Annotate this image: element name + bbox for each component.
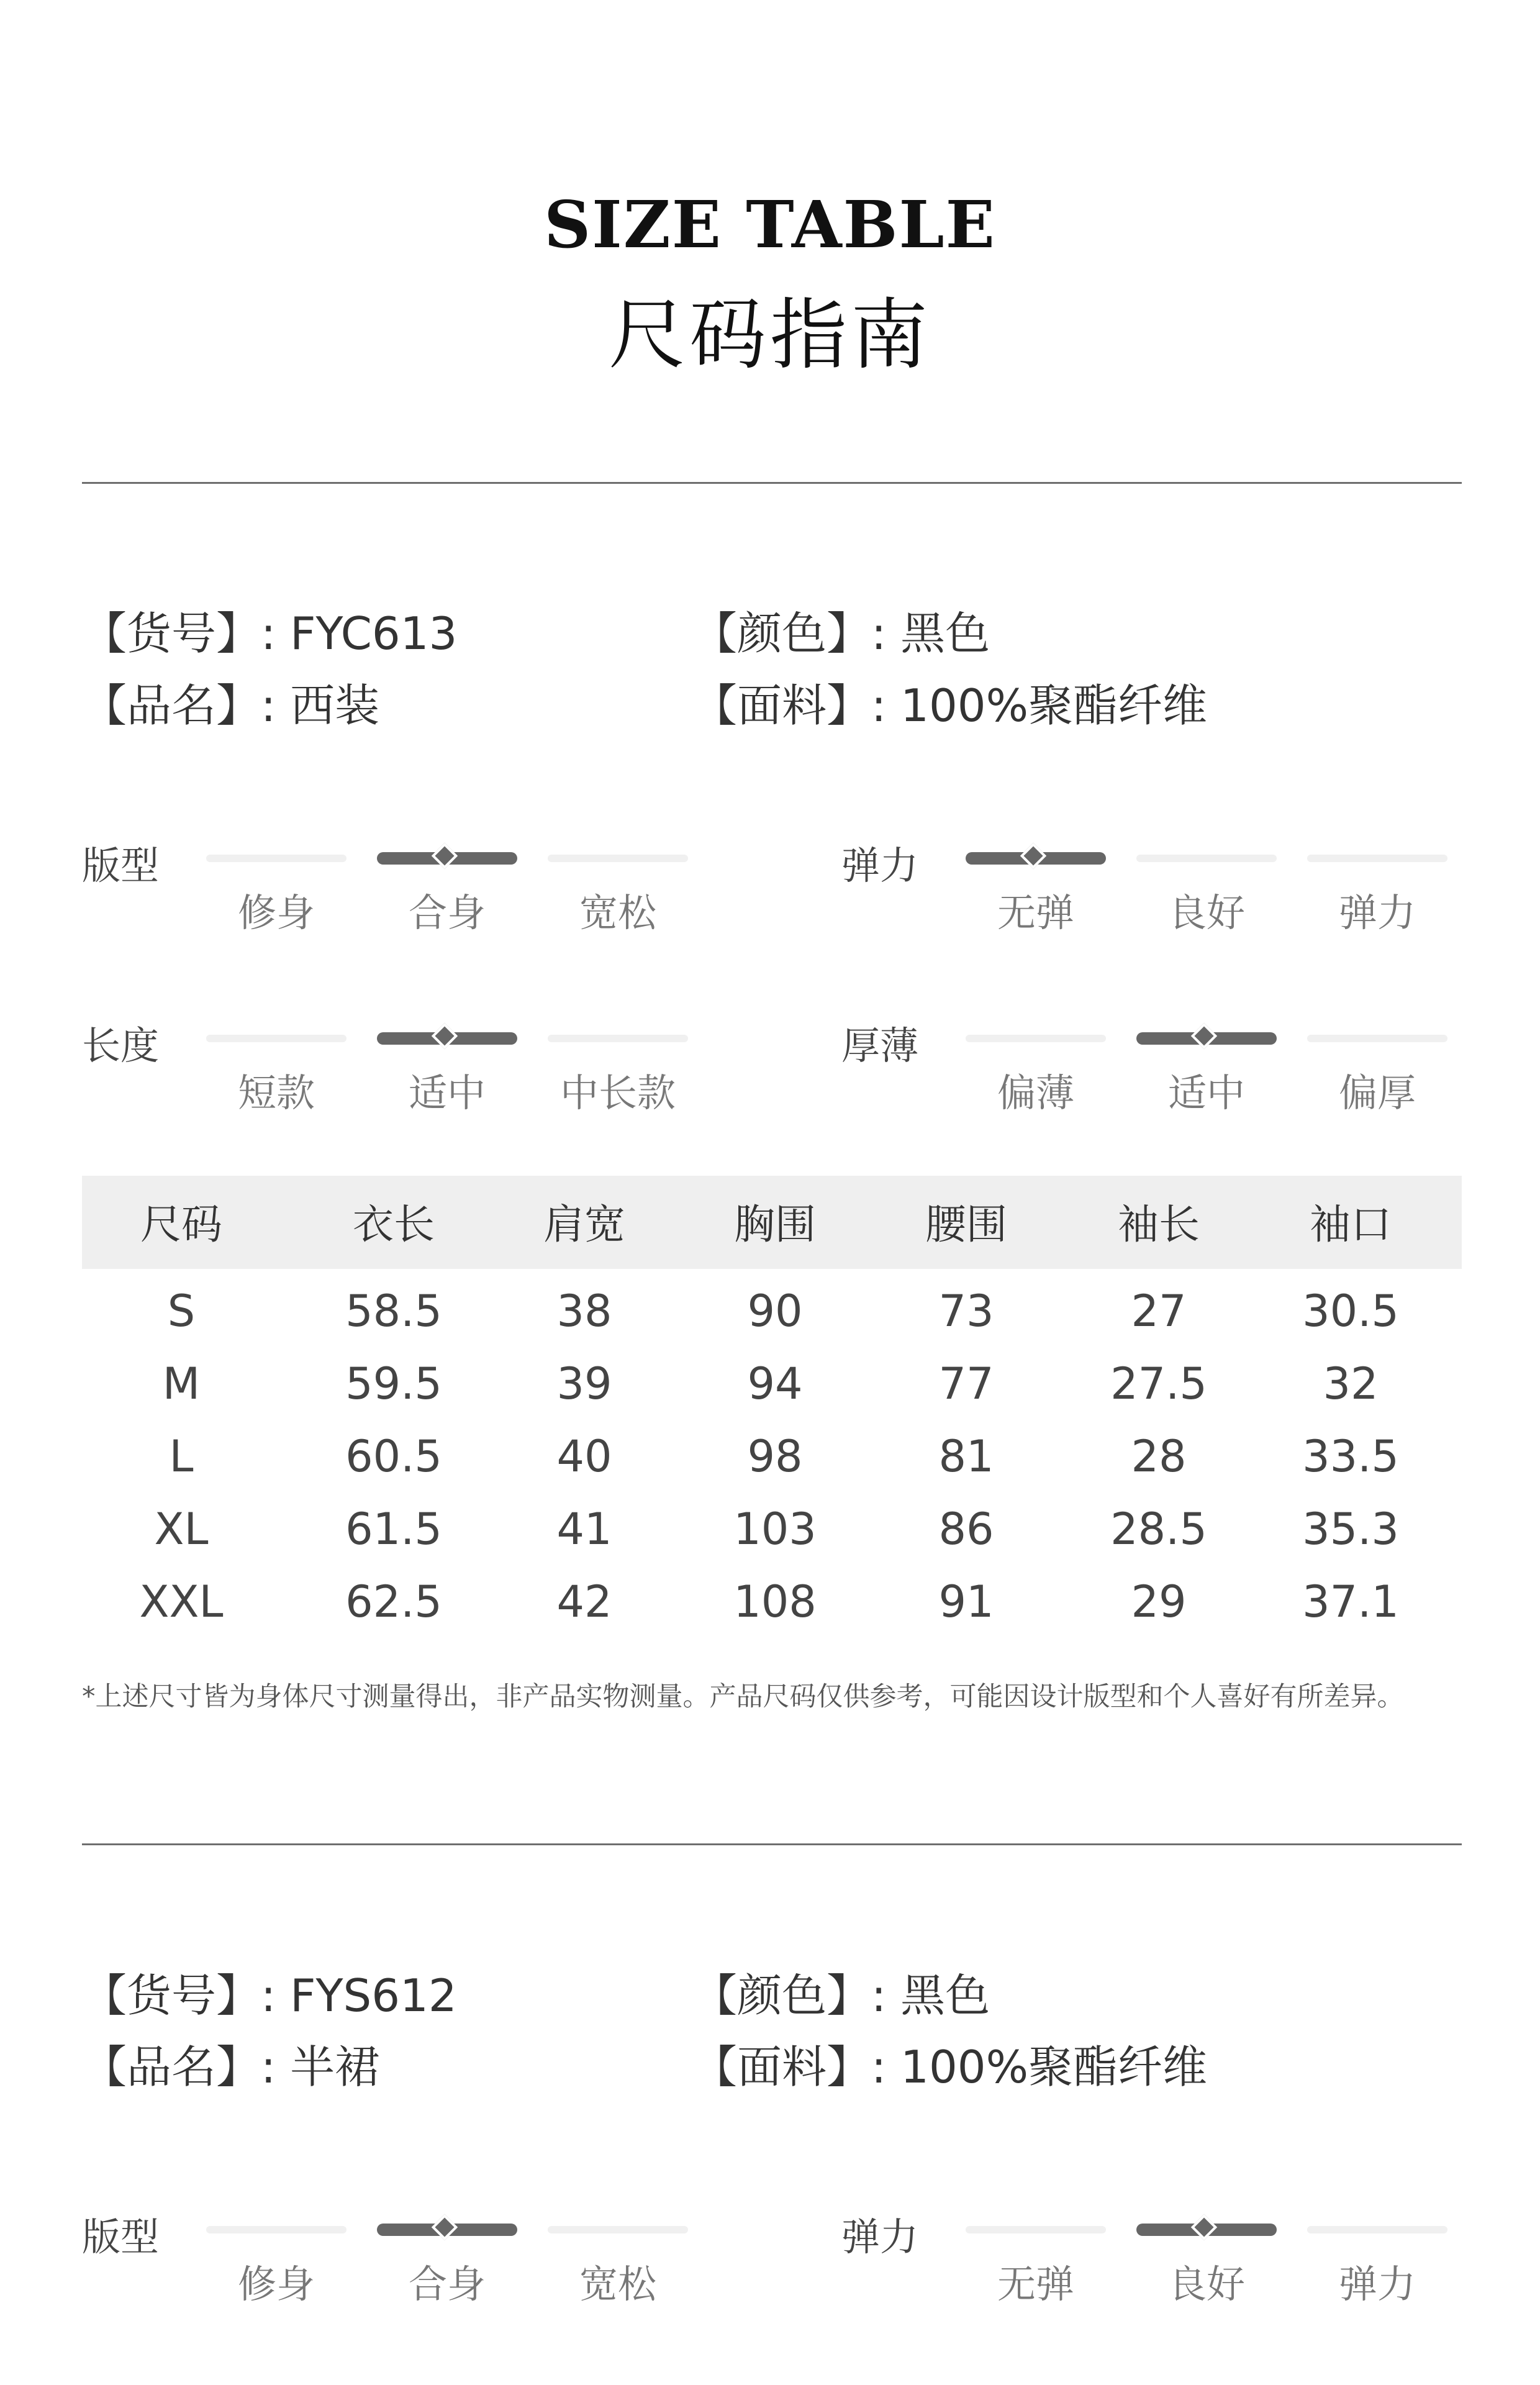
table-cell: 32: [1323, 1358, 1379, 1409]
table-cell: 33.5: [1302, 1431, 1399, 1482]
selected-marker-icon: [432, 843, 458, 869]
table-cell: 29: [1131, 1576, 1187, 1627]
p1-scale-option-3-1: 适中: [1167, 1070, 1245, 1115]
table-header-cell: 腰围: [925, 1201, 1007, 1248]
table-row-size: XXL: [139, 1576, 224, 1627]
size-disclaimer: *上述尺寸皆为身体尺寸测量得出，非产品实物测量。产品尺码仅供参考，可能因设计版型和个人喜好有所差异。: [82, 1681, 1404, 1712]
table-header-cell: 尺码: [140, 1201, 222, 1248]
table-cell: 81: [938, 1431, 994, 1482]
p1-scale-label-1: 弹力: [841, 843, 919, 888]
p1-scale-track-0-0: [206, 855, 346, 862]
p1-scale-track-2-1-selected: [377, 1032, 517, 1045]
table-cell: 90: [747, 1286, 803, 1337]
table-cell: 59.5: [345, 1358, 442, 1409]
p2-scale-track-0-0: [206, 2226, 346, 2233]
p1-scale-option-3-2: 偏厚: [1338, 1070, 1416, 1115]
selected-marker-icon: [1191, 1023, 1217, 1049]
table-header-cell: 袖口: [1310, 1201, 1392, 1248]
table-cell: 37.1: [1302, 1576, 1399, 1627]
table-cell: 103: [733, 1504, 817, 1555]
table-cell: 58.5: [345, 1286, 442, 1337]
p2-fabric: 【面料】: 100%聚酯纤维: [692, 2041, 1207, 2093]
p1-scale-label-2: 长度: [82, 1023, 160, 1068]
p2-scale-label-1: 弹力: [841, 2214, 919, 2260]
p2-scale-option-0-0: 修身: [237, 2261, 315, 2307]
page-title-cn: 尺码指南: [608, 291, 931, 380]
p1-color: 【颜色】: 黑色: [692, 607, 990, 660]
table-cell: 30.5: [1302, 1286, 1399, 1337]
table-cell: 62.5: [345, 1576, 442, 1627]
selected-marker-icon: [432, 1023, 458, 1049]
p1-scale-track-3-0: [966, 1035, 1106, 1042]
selected-marker-icon: [432, 2214, 458, 2240]
p1-scale-label-3: 厚薄: [841, 1023, 919, 1068]
p1-scale-track-3-1-selected: [1136, 1032, 1277, 1045]
p1-scale-option-2-1: 适中: [408, 1070, 486, 1115]
table-cell: 27.5: [1110, 1358, 1207, 1409]
p2-color: 【颜色】: 黑色: [692, 1969, 990, 2022]
table-cell: 73: [938, 1286, 994, 1337]
p2-scale-option-0-1: 合身: [408, 2261, 486, 2307]
p2-scale-option-1-0: 无弹: [997, 2261, 1074, 2307]
page-title-en: SIZE TABLE: [544, 186, 996, 263]
p1-scale-option-1-0: 无弹: [997, 890, 1074, 935]
p2-scale-option-1-2: 弹力: [1338, 2261, 1416, 2307]
p1-scale-track-0-2: [548, 855, 688, 862]
table-cell: 94: [747, 1358, 803, 1409]
table-cell: 91: [938, 1576, 994, 1627]
table-cell: 61.5: [345, 1504, 442, 1555]
divider-middle: [82, 1843, 1462, 1845]
table-cell: 38: [556, 1286, 612, 1337]
p2-scale-track-0-2: [548, 2226, 688, 2233]
table-cell: 60.5: [345, 1431, 442, 1482]
p1-item-no: 【货号】: FYC613: [82, 607, 458, 660]
p2-scale-option-0-2: 宽松: [579, 2261, 656, 2307]
p2-name: 【品名】: 半裙: [82, 2041, 380, 2093]
p1-scale-option-0-0: 修身: [237, 890, 315, 935]
p1-scale-track-3-2: [1307, 1035, 1447, 1042]
p1-name: 【品名】: 西装: [82, 679, 380, 732]
p2-scale-option-1-1: 良好: [1167, 2261, 1245, 2307]
table-header-cell: 肩宽: [543, 1201, 625, 1248]
table-cell: 28.5: [1110, 1504, 1207, 1555]
p1-scale-track-1-0-selected: [966, 852, 1106, 865]
table-header-cell: 袖长: [1118, 1201, 1200, 1248]
divider-top: [82, 482, 1462, 484]
table-cell: 28: [1131, 1431, 1187, 1482]
p1-scale-option-2-2: 中长款: [559, 1070, 676, 1115]
table-cell: 40: [556, 1431, 612, 1482]
table-cell: 86: [938, 1504, 994, 1555]
p1-scale-track-1-2: [1307, 855, 1447, 862]
p1-scale-option-0-2: 宽松: [579, 890, 656, 935]
table-cell: 98: [747, 1431, 803, 1482]
p1-scale-option-2-0: 短款: [237, 1070, 315, 1115]
p2-scale-track-1-1-selected: [1136, 2224, 1277, 2236]
table-row-size: XL: [154, 1504, 209, 1555]
p1-scale-track-0-1-selected: [377, 852, 517, 865]
p2-scale-track-0-1-selected: [377, 2224, 517, 2236]
p1-scale-option-1-1: 良好: [1167, 890, 1245, 935]
p1-scale-track-2-2: [548, 1035, 688, 1042]
p2-scale-track-1-0: [966, 2226, 1106, 2233]
table-header-cell: 胸围: [734, 1201, 816, 1248]
p1-scale-label-0: 版型: [82, 843, 160, 888]
table-row-size: S: [167, 1286, 196, 1337]
p1-scale-track-2-0: [206, 1035, 346, 1042]
table-cell: 42: [556, 1576, 612, 1627]
table-cell: 77: [938, 1358, 994, 1409]
selected-marker-icon: [1020, 843, 1046, 869]
table-row-size: M: [162, 1358, 201, 1409]
p1-scale-option-3-0: 偏薄: [997, 1070, 1074, 1115]
table-header-cell: 衣长: [353, 1201, 435, 1248]
p2-item-no: 【货号】: FYS612: [82, 1969, 457, 2022]
table-cell: 27: [1131, 1286, 1187, 1337]
table-cell: 108: [733, 1576, 817, 1627]
p1-fabric: 【面料】: 100%聚酯纤维: [692, 679, 1207, 732]
table-cell: 39: [556, 1358, 612, 1409]
table-row-size: L: [169, 1431, 194, 1482]
table-cell: 35.3: [1302, 1504, 1399, 1555]
p1-scale-option-0-1: 合身: [408, 890, 486, 935]
p1-scale-track-1-1: [1136, 855, 1277, 862]
p1-scale-option-1-2: 弹力: [1338, 890, 1416, 935]
p2-scale-label-0: 版型: [82, 2214, 160, 2260]
table-cell: 41: [556, 1504, 612, 1555]
p2-scale-track-1-2: [1307, 2226, 1447, 2233]
selected-marker-icon: [1191, 2214, 1217, 2240]
